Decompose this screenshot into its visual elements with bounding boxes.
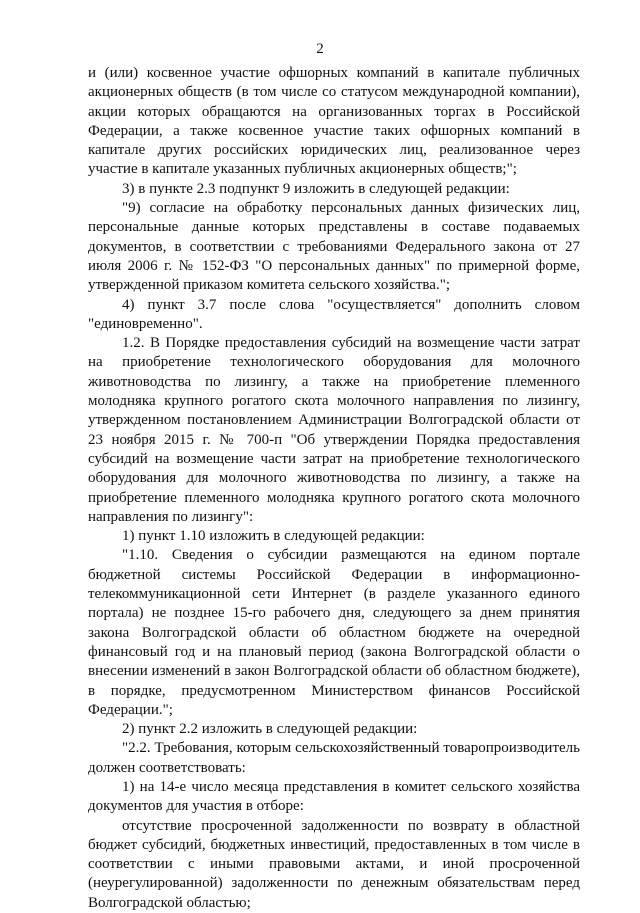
paragraph-offshore-participation: и (или) косвенное участие офшорных компаний в капитале публичных акционерных обществ (в том числе со статусом международной компании), акции которых обращаются на организованных торгах в Российской Федерации, а также косвенное участие таких офшорных компаний в капитале других российских юридических лиц, реализованное через участие в капитале указанных публичных акционерных обществ;";	[88, 65, 580, 178]
paragraph-clause-1-10: "1.10. Сведения о субсидии размещаются на едином портале бюджетной системы Российской Федерации в информационно-телекоммуникационной сети Интернет (в разделе указанного единого портала) не позднее 15-го рабочего дня, следующего за днем принятия закона Волгоградской области об областном бюджете на очередной финансовый год и на плановый период (закона Волгоградской области о внесении изменений в закон Волгоградской области об областном бюджете), в порядке, предусмотренном Министерством финансов Российской Федерации.";	[88, 547, 580, 718]
paragraph-item-1: 1) пункт 1.10 изложить в следующей редакции:	[122, 528, 425, 545]
document-body	[88, 64, 580, 913]
paragraph-no-overdue-debt: отсутствие просроченной задолженности по возврату в областной бюджет субсидий, бюджетных инвестиций, предоставленных в том числе в соответствии с иными правовыми актами, и иной просроченной (неурегулированной) задолженности по денежным обязательствам перед Волгоградской областью;	[88, 817, 580, 911]
paragraph-item-2: 2) пункт 2.2 изложить в следующей редакции:	[122, 721, 418, 738]
page-number: 2	[316, 41, 324, 57]
paragraph-item-3: 3) в пункте 2.3 подпункт 9 изложить в следующей редакции:	[122, 180, 510, 197]
paragraph-section-1-2: 1.2. В Порядке предоставления субсидий на возмещение части затрат на приобретение технологического оборудования для молочного животноводства по лизингу, а также на приобретение племенного молодняка крупного рогатого скота молочного направления по лизингу, утвержденном постановлением Администрации Волгоградской области от 23 ноября 2015 г. № 700-п "Об утверждении Порядка предоставления субсидий на возмещение части затрат на приобретение технологического оборудования для молочного животноводства по лизингу, а также на приобретение племенного молодняка крупного рогатого скота молочного направления по лизингу":	[88, 335, 580, 525]
paragraph-requirement-1: 1) на 14-е число месяца представления в комитет сельского хозяйства документов для участия в отборе:	[88, 778, 580, 815]
paragraph-subitem-9: "9) согласие на обработку персональных данных физических лиц, персональные данные которых представлены в составе подаваемых документов, в соответствии с требованиями Федерального закона от 27 июля 2006 г. № 152-ФЗ "О персональных данных" по примерной форме, утвержденной приказом комитета сельского хозяйства.";	[88, 200, 580, 294]
paragraph-clause-2-2: "2.2. Требования, которым сельскохозяйственный товаропроизводитель должен соответствовать:	[88, 740, 580, 776]
paragraph-item-4: 4) пункт 3.7 после слова "осуществляется" дополнить словом "единовременно".	[88, 296, 580, 332]
